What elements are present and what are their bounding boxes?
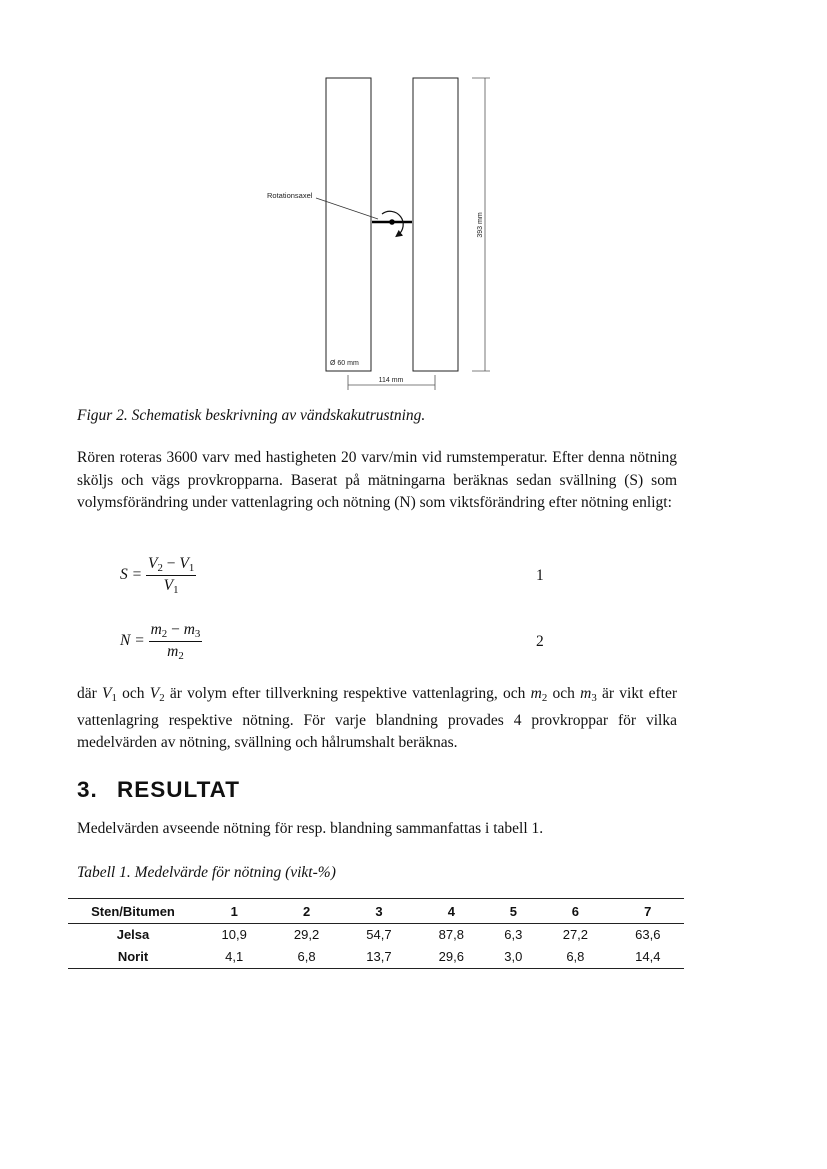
leader-line [316, 198, 378, 219]
table-cell: 29,2 [293, 927, 320, 942]
method-paragraph: Rören roteras 3600 varv med hastigheten 20 varv/min vid rumstemperatur. Efter denna nötning sköljs och vägs provkropparna. Baserat på mätningarna beräknas sedan svällning (S) som volymsförändring under vattenlagring och nötning (N) som viktsförändring efter nötning enligt: [77, 449, 677, 511]
table-cell: 14,4 [612, 946, 684, 969]
table-cell: 4,1 [198, 946, 270, 969]
equation-numerator: $V_2 - V_1$ [147, 555, 195, 574]
table-row [68, 946, 684, 969]
equation-denominator: $V_1$ [163, 577, 179, 596]
table-header-row [68, 899, 684, 924]
table-header: 2 [270, 899, 342, 924]
table-cell: 27,2 [562, 927, 589, 942]
section-heading [77, 777, 240, 803]
equation-swelling [120, 555, 196, 596]
spacing-label: 114 mm [378, 377, 404, 384]
table-header: 4 [415, 899, 487, 924]
equation-lhs: N = [120, 632, 145, 650]
figure-caption: Figur 2. Schematisk beskrivning av vändskakutrustning. [77, 407, 426, 424]
table-cell: 6,3 [504, 927, 523, 942]
apparatus-figure [0, 0, 827, 400]
abrasion-table [68, 898, 684, 969]
equation-denominator: $m_2$ [167, 643, 184, 662]
rotation-label: Rotationsaxel [267, 191, 313, 200]
results-intro: Medelvärden avseende nötning för resp. blandning sammanfattas i tabell 1. [77, 820, 544, 837]
table-header: 3 [343, 899, 415, 924]
equation-lhs: S = [120, 566, 143, 584]
axle-hub [389, 219, 395, 225]
section-number: 3. [77, 777, 98, 802]
table-header: 7 [612, 899, 684, 924]
table-header: Sten/Bitumen [68, 899, 198, 924]
equation-numerator: $m_2 - m_3$ [150, 621, 201, 640]
table-cell: 63,6 [635, 927, 661, 942]
height-label: 393 mm [477, 212, 484, 238]
table-cell: 13,7 [343, 946, 415, 969]
section-title: RESULTAT [117, 777, 240, 802]
table-cell: 87,8 [438, 927, 464, 942]
equation-number: 2 [536, 633, 544, 650]
table-cell: 6,8 [270, 946, 342, 969]
table-cell: 29,6 [415, 946, 487, 969]
table-cell: 10,9 [221, 927, 247, 942]
row-label: Norit [68, 946, 198, 969]
equation-fraction [149, 621, 203, 662]
table-header: 5 [488, 899, 540, 924]
right-tube [413, 78, 458, 371]
diameter-label: Ø 60 mm [330, 360, 359, 367]
left-tube [326, 78, 371, 371]
table-header: 6 [539, 899, 611, 924]
equation-number: 1 [536, 567, 544, 584]
table-cell: 3,0 [488, 946, 540, 969]
variables-paragraph: där $V_1$ och $V_2$ är volym efter tillverkning respektive vattenlagring, och $m_2$ och $m_3$ är vikt efter vattenlagring respektive nötning. För varje blandning provades 4 provkroppar för vilka medelvärden av nötning, svällning och hålrumshalt beräknas. [77, 685, 677, 751]
table-caption: Tabell 1. Medelvärde för nötning (vikt-%) [77, 864, 336, 881]
row-label: Jelsa [116, 927, 150, 942]
table-cell: 54,7 [366, 927, 392, 942]
table-row [68, 924, 684, 947]
table-cell: 6,8 [539, 946, 611, 969]
equation-abrasion [120, 621, 202, 662]
equation-fraction [146, 555, 196, 596]
table-header: 1 [198, 899, 270, 924]
